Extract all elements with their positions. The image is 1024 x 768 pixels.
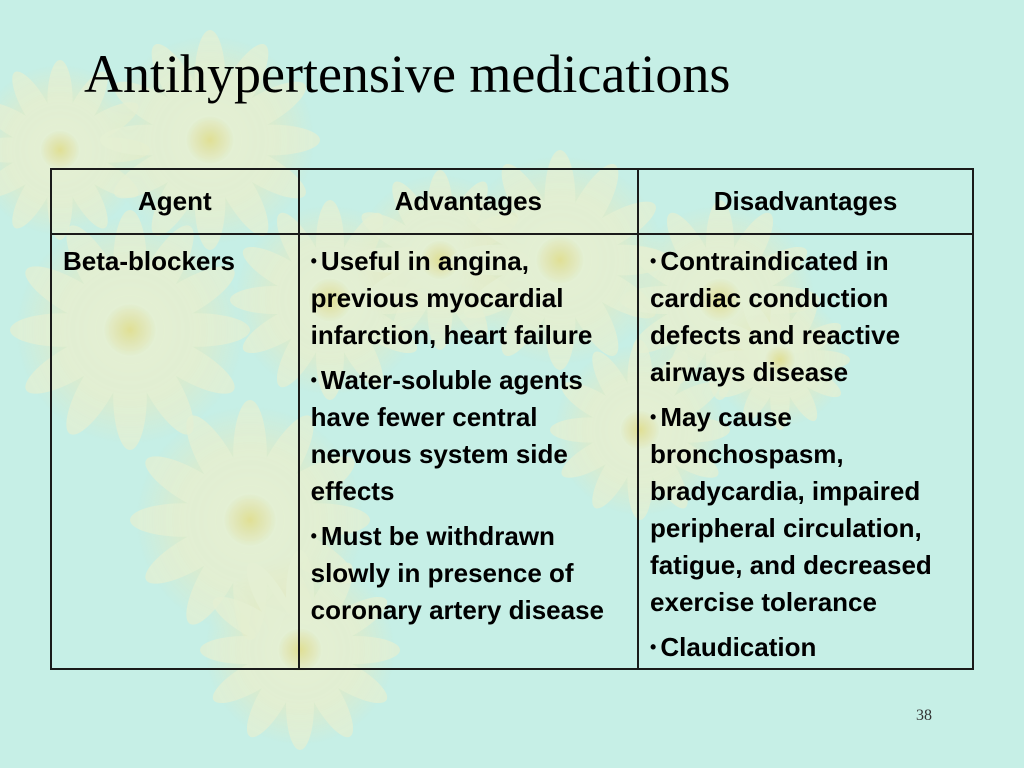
disadvantage-item	[650, 243, 962, 391]
advantage-text: Useful in angina, previous myocardial infarction, heart failure	[310, 246, 593, 350]
advantage-item	[311, 243, 627, 354]
column-header-advantages: Advantages	[299, 169, 638, 234]
medications-table	[50, 168, 974, 670]
advantages-cell	[299, 234, 638, 669]
disadvantage-text: Claudication	[660, 632, 817, 662]
disadvantages-cell	[638, 234, 973, 669]
advantage-item	[311, 518, 627, 629]
disadvantage-item	[650, 399, 962, 621]
agent-name: Beta-blockers	[63, 246, 235, 276]
column-header-disadvantages: Disadvantages	[638, 169, 973, 234]
disadvantage-text: Contraindicated in cardiac conduction defects and reactive airways disease	[650, 246, 901, 387]
bullet-icon: •	[310, 251, 317, 271]
bullet-icon: •	[650, 251, 657, 271]
table-header-row	[51, 169, 973, 234]
bullet-icon: •	[310, 370, 317, 390]
column-header-agent: Agent	[51, 169, 299, 234]
disadvantage-text: May cause bronchospasm, bradycardia, impaired peripheral circulation, fatigue, and decreased exercise tolerance	[650, 402, 932, 617]
advantage-item	[311, 362, 627, 510]
slide-title: Antihypertensive medications	[84, 44, 731, 104]
advantage-text: Must be withdrawn slowly in presence of coronary artery disease	[310, 521, 604, 625]
bullet-icon: •	[650, 637, 657, 657]
table-row	[51, 234, 973, 669]
bullet-icon: •	[650, 407, 657, 427]
agent-cell	[51, 234, 299, 669]
bullet-icon: •	[310, 526, 317, 546]
advantage-text: Water-soluble agents have fewer central nervous system side effects	[310, 365, 583, 506]
page-number: 38	[916, 707, 932, 724]
disadvantage-item	[650, 629, 962, 666]
